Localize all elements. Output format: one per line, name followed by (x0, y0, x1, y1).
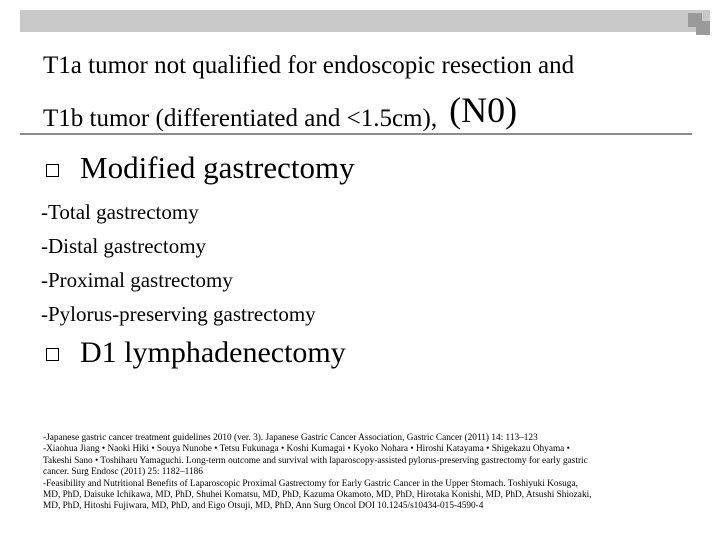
square-bullet-icon (46, 348, 59, 361)
reference-line: cancer. Surg Endosc (2011) 25: 1182–1186 (43, 467, 203, 478)
bullet-heading-modified-gastrectomy: Modified gastrectomy (80, 150, 355, 185)
reference-line: -Xiaohua Jiang • Naoki Hiki • Souya Nunobe • Tetsu Fukunaga • Koshi Kumagai • Kyoko Nohara • Hiroshi Katayama • Shigekazu Ohyama • (43, 444, 570, 455)
reference-line: MD, PhD, Hitoshi Fujiwara, MD, PhD, and Eigo Otsuji, MD, PhD, Ann Surg Oncol DOI 10.1245/s10434-015-4590-4 (43, 501, 484, 512)
reference-line: MD, PhD, Daisuke Ichikawa, MD, PhD, Shuhei Komatsu, MD, PhD, Kazuma Okamoto, MD, PhD, Hirotaka Konishi, MD, PhD, Atsushi Shiozaki, (43, 490, 592, 501)
title-divider (20, 133, 692, 135)
list-item: -Distal gastrectomy (41, 234, 207, 258)
reference-line: Takeshi Sano • Toshiharu Yamaguchi. Long-term outcome and survival with laparoscopy-assisted pylorus-preserving gastrectomy for early gastric (43, 455, 588, 466)
list-item: -Proximal gastrectomy (41, 268, 233, 292)
reference-line: -Japanese gastric cancer treatment guidelines 2010 (ver. 3). Japanese Gastric Cancer Association, Gastric Cancer (2011) 14: 113–123 (43, 433, 538, 443)
slide-title-line2 (43, 90, 518, 135)
reference-line: -Feasibility and Nutritional Benefits of Laparoscopic Proximal Gastrectomy for Early Gastric Cancer in the Upper Stomach. Toshiyuki Kosuga, (43, 478, 578, 489)
title-n0: (N0) (449, 90, 518, 130)
slide-title-line1: T1a tumor not qualified for endoscopic resection and (43, 52, 575, 79)
square-bullet-icon (46, 164, 59, 177)
gastrectomy-types-list (41, 195, 316, 331)
references (43, 433, 643, 513)
list-item: -Total gastrectomy (41, 200, 199, 224)
slide-top-bar (20, 10, 710, 32)
list-item: -Pylorus-preserving gastrectomy (41, 302, 316, 326)
corner-square-decoration (696, 21, 710, 35)
bullet-heading-d1-lymphadenectomy: D1 lymphadenectomy (80, 336, 346, 369)
title-text: T1b tumor (differentiated and <1.5cm), (43, 105, 438, 132)
